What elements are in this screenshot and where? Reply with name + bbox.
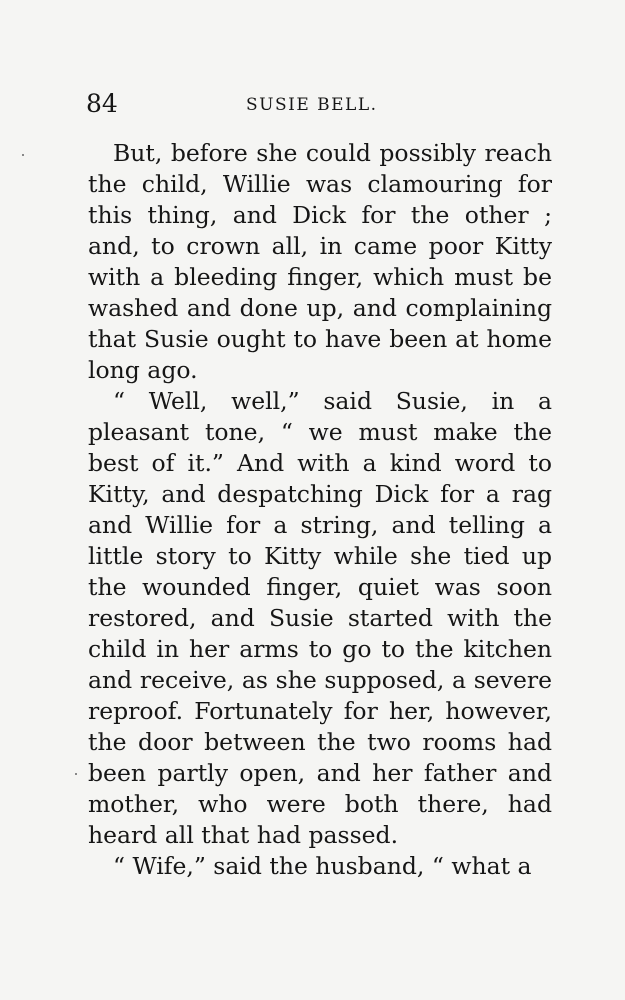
paper-speck — [75, 773, 77, 775]
paragraph-3: “ Wife,” said the husband, “ what a — [113, 852, 532, 880]
paper-speck — [22, 154, 24, 156]
running-head: SUSIE BELL. — [246, 95, 378, 115]
page-header — [86, 88, 556, 120]
body-text — [88, 138, 552, 882]
page-number: 84 — [86, 89, 118, 118]
paragraph-1: But, before she could possibly reach the child, Willie was clamouring for this thing, and Dick for the other ; and, to crown all, in came poor Kitty with a bleeding finger, which must be washed and done up, and complaining that Susie ought to have been at home long ago. — [88, 139, 552, 384]
paragraph-2: “ Well, well,” said Susie, in a pleasant tone, “ we must make the best of it.” And with a kind word to Kitty, and despatching Dick for a rag and Willie for a string, and telling a little story to Kitty while she tied up the wounded finger, quiet was soon restored, and Susie started with the child in her arms to go to the kitchen and receive, as she supposed, a severe reproof. Fortunately for her, however, the door between the two rooms had been partly open, and her father and mother, who were both there, had heard all that had passed. — [88, 387, 552, 849]
